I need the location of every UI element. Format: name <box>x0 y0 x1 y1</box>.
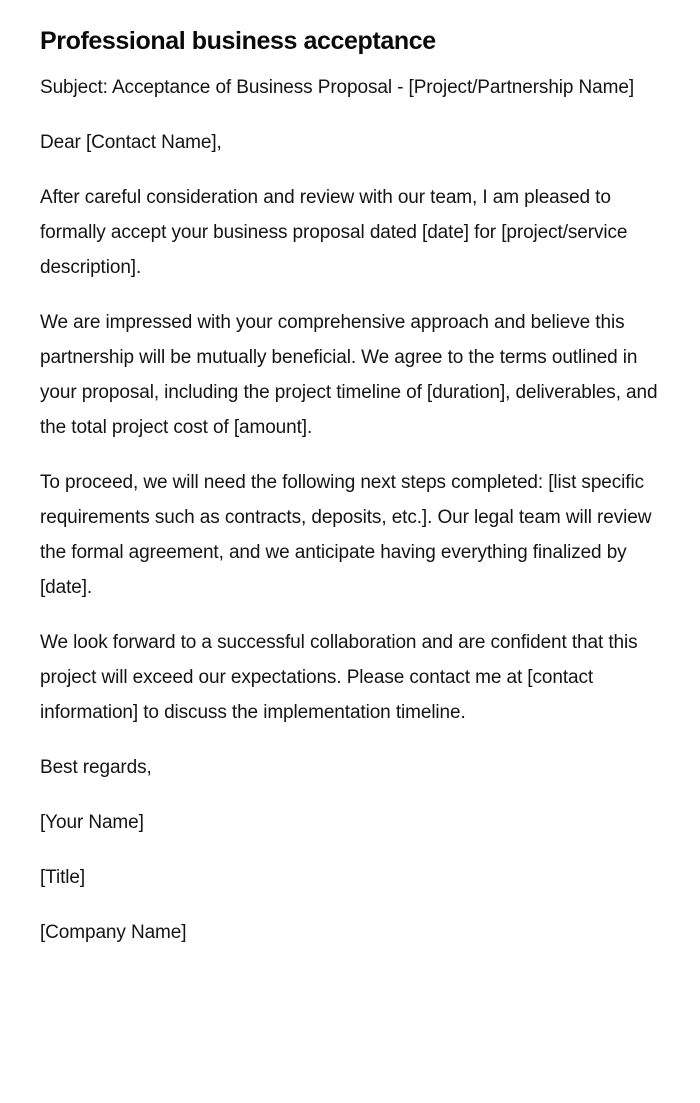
salutation: Dear [Contact Name], <box>40 132 222 153</box>
signature-name: [Your Name] <box>40 812 144 833</box>
body-paragraph-acceptance: After careful consideration and review with our team, I am pleased to formally accept your business proposal dated [date] for [project/service description]. <box>40 187 628 278</box>
document-title: Professional business acceptance <box>40 27 436 55</box>
signature-title: [Title] <box>40 867 86 888</box>
body-paragraph-terms: We are impressed with your comprehensive approach and believe this partnership will be mutually beneficial. We agree to the terms outlined in your proposal, including the project timeline of [duration], deliverables, and the total project cost of [amount]. <box>40 312 658 438</box>
body-paragraph-closing: We look forward to a successful collaboration and are confident that this project will exceed our expectations. Please contact me at [contact information] to discuss the implementation timeline. <box>40 632 638 723</box>
subject-line: Subject: Acceptance of Business Proposal - [Project/Partnership Name] <box>40 77 635 98</box>
body-paragraph-next-steps: To proceed, we will need the following next steps completed: [list specific requirements such as contracts, deposits, etc.]. Our legal team will review the formal agreement, and we anticipate having everything finalized by [date]. <box>40 472 652 598</box>
sign-off: Best regards, <box>40 757 152 778</box>
signature-company: [Company Name] <box>40 922 187 943</box>
